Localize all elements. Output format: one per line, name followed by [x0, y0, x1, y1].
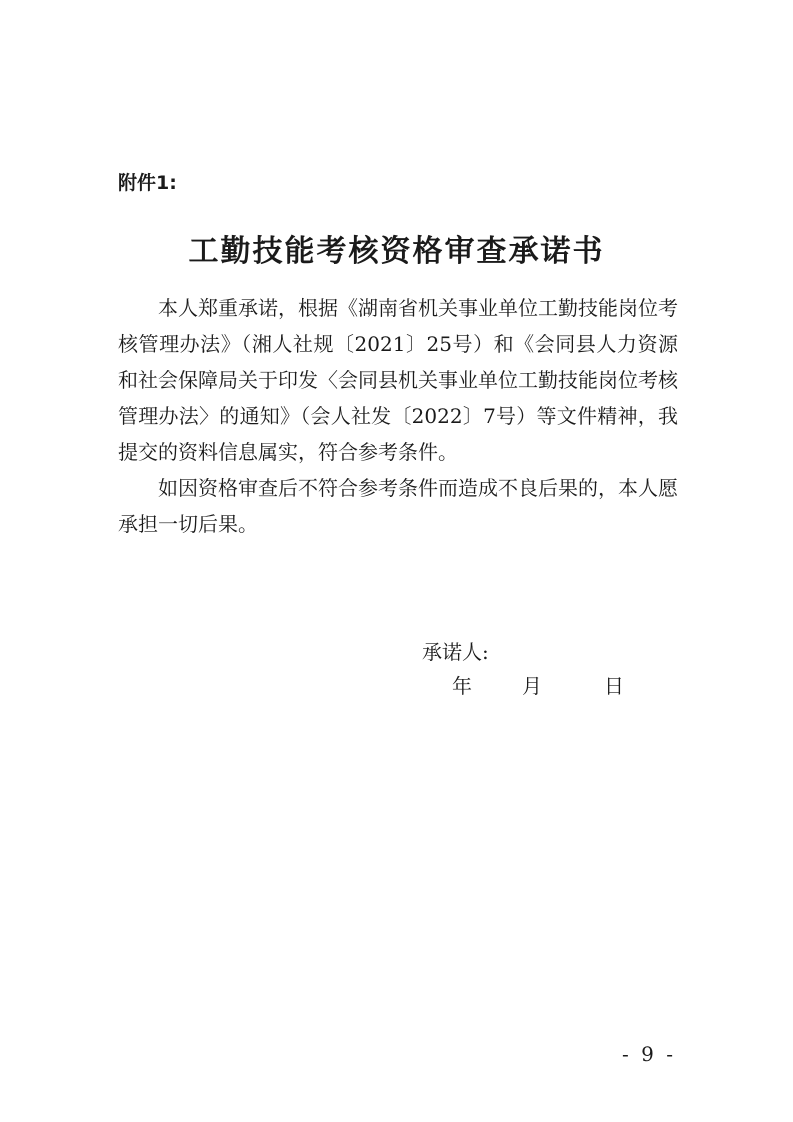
date-year-label: 年 [452, 674, 472, 698]
attachment-label: 附件1: [118, 172, 177, 194]
consequence-paragraph: 如因资格审查后不符合参考条件而造成不良后果的，本人愿承担一切后果。 [118, 476, 678, 536]
document-body [118, 290, 678, 542]
commitment-paragraph: 本人郑重承诺，根据《湖南省机关事业单位工勤技能岗位考核管理办法》（湘人社规〔2021〕25号）和《会同县人力资源和社会保障局关于印发〈会同县机关事业单位工勤技能岗位考核管理办法〉的通知》（会人社发〔2022〕7号）等文件精神，我提交的资料信息属实，符合参考条件。 [118, 296, 678, 464]
page-number: - 9 - [622, 1042, 676, 1066]
date-line [452, 670, 624, 699]
date-month-label: 月 [522, 674, 542, 698]
signer-label: 承诺人: [422, 640, 489, 664]
page-title: 工勤技能考核资格审查承诺书 [188, 234, 605, 269]
date-day-label: 日 [604, 674, 624, 698]
